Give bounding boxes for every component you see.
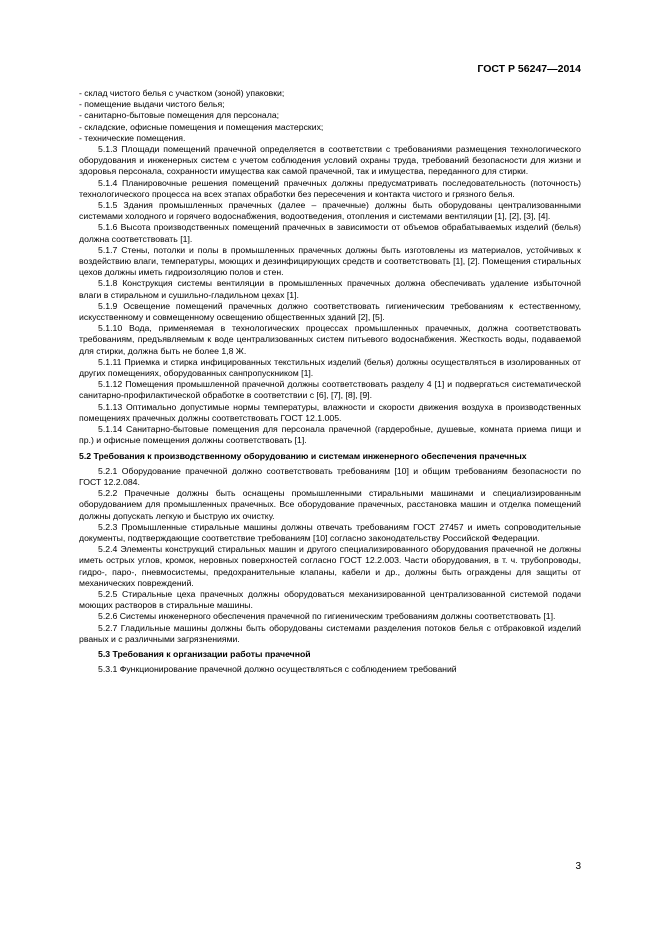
clause-5-2-4: 5.2.4 Элементы конструкций стиральных машин и другого специализированного оборудования прачечной не должны иметь острых углов, кромок, неровных поверхностей согласно ГОСТ 12.2.003. Части оборудования, в т. ч. трубопроводы, гидро-, паро-, пневмосистемы, предохранительные клапаны, кабели и др., должны быть ограждены для защиты от механических повреждений. <box>79 544 581 588</box>
clause-5-1-6: 5.1.6 Высота производственных помещений прачечных в зависимости от объемов обрабатываемых изделий (белья) должна соответствовать [1]. <box>79 222 581 244</box>
clause-5-2-2: 5.2.2 Прачечные должны быть оснащены промышленными стиральными машинами и специализированным оборудованием для промышленных прачечных. Все оборудование прачечных, расстановка машин и отделка помещений должны допускать легкую и быструю их очистку. <box>79 488 581 521</box>
standard-number: ГОСТ Р 56247—2014 <box>477 63 581 75</box>
section-heading-5-2: 5.2 Требования к производственному оборудованию и системам инженерного обеспечения прачечных <box>79 450 527 461</box>
clause-5-1-7: 5.1.7 Стены, потолки и полы в промышленных прачечных должны быть изготовлены из материалов, устойчивых к воздействию влаги, температуры, моющих и дезинфицирующих средств и соответствовать [1], [2]. Помещения стиральных цехов должны иметь гидроизоляцию полов и стен. <box>79 244 581 278</box>
clause-5-1-11: 5.1.11 Приемка и стирка инфицированных текстильных изделий (белья) должны осуществляться в изолированных от других помещениях, оборудованных санпропускником [1]. <box>79 356 581 379</box>
list-item: - складские, офисные помещения и помещения мастерских; <box>79 121 324 132</box>
clause-5-1-4: 5.1.4 Планировочные решения помещений прачечных должны предусматривать последовательность (поточность) технологического процесса на всех этапах обработки без пересечения и контакта чистого и грязного белья. <box>79 177 581 199</box>
clause-5-1-12: 5.1.12 Помещения промышленной прачечной должны соответствовать разделу 4 [1] и подвергаться систематической санитарно-профилактической обработке в соответствии с [6], [7], [8], [9]. <box>79 379 581 401</box>
clause-5-2-7: 5.2.7 Гладильные машины должны быть оборудованы системами разделения потоков белья с отбраковкой изделий рваных и с различными загрязнениями. <box>79 622 581 644</box>
clause-5-1-10: 5.1.10 Вода, применяемая в технологических процессах промышленных прачечных, должна соответствовать требованиям, предъявляемым к воде централизованных систем питьевого водоснабжения. Жесткость воды, подаваемой для стирки, должна быть не более 1,8 Ж. <box>79 323 581 356</box>
document-body <box>79 88 581 675</box>
section-heading-5-3: 5.3 Требования к организации работы прачечной <box>98 648 311 659</box>
list-item: - санитарно-бытовые помещения для персонала; <box>79 110 280 121</box>
list-item: - технические помещения. <box>79 132 186 143</box>
clause-5-2-1: 5.2.1 Оборудование прачечной должно соответствовать требованиям [10] и общим требованиям безопасности по ГОСТ 12.2.084. <box>79 465 581 487</box>
clause-5-2-6: 5.2.6 Системы инженерного обеспечения прачечной по гигиеническим требованиям должны соответствовать [1]. <box>98 611 556 622</box>
clause-5-1-13: 5.1.13 Оптимально допустимые нормы температуры, влажности и скорости движения воздуха в производственных помещениях прачечных должны соответствовать ГОСТ 12.1.005. <box>79 401 581 423</box>
list-item: - помещение выдачи чистого белья; <box>79 99 225 110</box>
clause-5-2-5: 5.2.5 Стиральные цеха прачечных должны оборудоваться механизированной централизованной системой подачи моющих растворов в стиральные машины. <box>79 588 581 611</box>
clause-5-1-5: 5.1.5 Здания промышленных прачечных (далее – прачечные) должны быть оборудованы централизованными системами холодного и горячего водоснабжения, водоотведения, отопления и системами вентиляции [1], [2], [3], [4]. <box>79 200 581 222</box>
page-number: 3 <box>575 861 581 872</box>
clause-5-2-3: 5.2.3 Промышленные стиральные машины должны отвечать требованиям ГОСТ 27457 и иметь сопроводительные документы, подтверждающие соответствие требованиям [10] согласно законодательству Российской Федерации. <box>79 521 581 543</box>
clause-5-3-1: 5.3.1 Функционирование прачечной должно осуществляться с соблюдением требований <box>98 664 457 675</box>
clause-5-1-14: 5.1.14 Санитарно-бытовые помещения для персонала прачечной (гардеробные, душевые, комната приема пищи и пр.) и офисные помещения должны соответствовать [1]. <box>79 424 581 446</box>
clause-5-1-9: 5.1.9 Освещение помещений прачечных должно соответствовать гигиеническим требованиям к естественному, искусственному и совмещенному освещению общественных зданий [2], [5]. <box>79 300 581 323</box>
list-item: - склад чистого белья с участком (зоной) упаковки; <box>79 88 285 98</box>
clause-5-1-8: 5.1.8 Конструкция системы вентиляции в промышленных прачечных должна обеспечивать удаление избыточной влаги в стиральном и сушильно-гладильном цехах [1]. <box>79 278 581 300</box>
clause-5-1-3: 5.1.3 Площади помещений прачечной определяется в соответствии с требованиями размещения технологического оборудования и инженерных систем с учетом соблюдения условий охраны труда, требований безопасности для жизни и здоровья персонала, сохранности имущества как самой прачечной, так и имущества, переданного для стирки. <box>79 144 581 177</box>
